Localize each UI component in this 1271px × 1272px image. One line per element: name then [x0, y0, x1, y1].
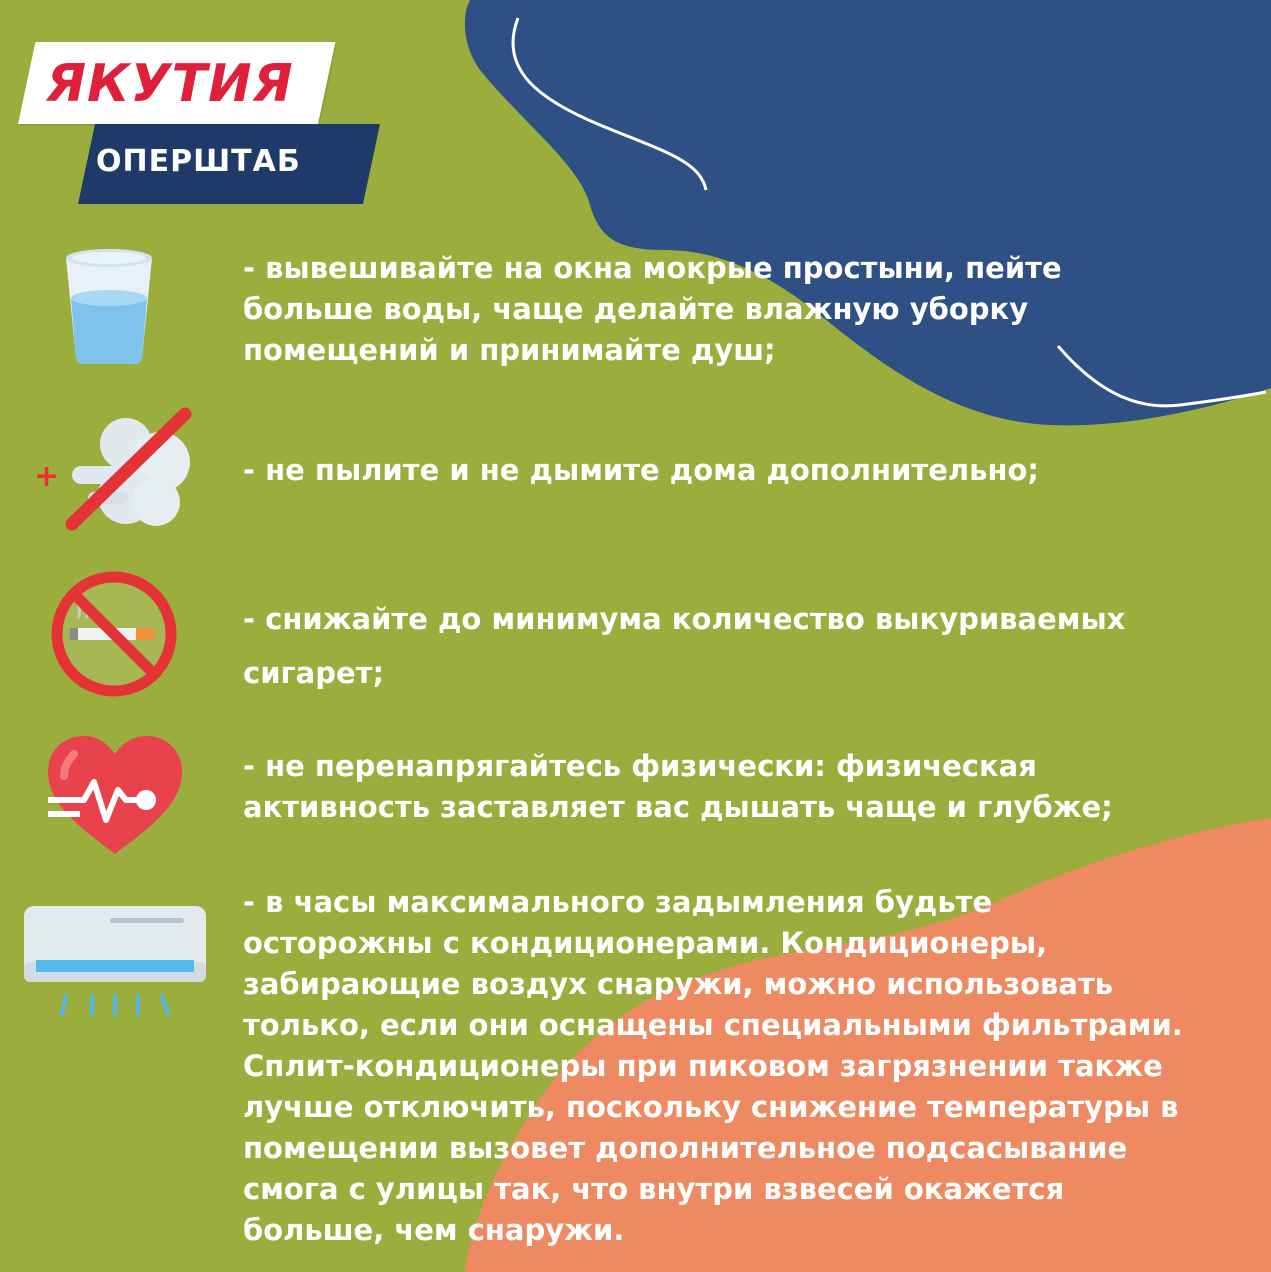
heart-pulse-icon [44, 734, 186, 856]
advice-item-dust [243, 450, 1039, 491]
advice-line: Сплит-кондиционеры при пиковом загрязнении также [243, 1049, 1163, 1083]
advice-line: забирающие воздух снаружи, можно использовать [243, 967, 1114, 1001]
advice-line: только, если они оснащены специальными фильтрами. [243, 1008, 1183, 1042]
air-conditioner-icon [22, 904, 208, 1018]
svg-text:+: + [34, 459, 60, 494]
advice-item-air-conditioner [243, 882, 1183, 1251]
advice-line: - в часы максимального задымления будьте [243, 885, 993, 919]
advice-item-water [243, 248, 1062, 371]
logo-title: ЯКУТИЯ [46, 54, 294, 114]
advice-item-exercise [243, 746, 1113, 828]
advice-line: больше воды, чаще делайте влажную уборку [243, 292, 1029, 326]
logo-subtitle: ОПЕРШТАБ [96, 144, 301, 179]
no-smoking-icon [48, 568, 180, 700]
advice-item-smoking [243, 592, 1125, 700]
advice-line: больше, чем снаружи. [243, 1213, 625, 1247]
advice-line: активность заставляет вас дышать чаще и глубже; [243, 790, 1113, 824]
no-dust-cloud-icon [30, 404, 195, 532]
logo [18, 38, 368, 208]
water-glass-icon [62, 248, 156, 366]
advice-line: лучше отключить, поскольку снижение температуры в [243, 1090, 1179, 1124]
advice-line: помещении вызовет дополнительное подсасывание [243, 1131, 1128, 1165]
advice-line: - вывешивайте на окна мокрые простыни, пейте [243, 251, 1062, 285]
advice-line: помещений и принимайте душ; [243, 333, 776, 367]
advice-line: сигарет; [243, 656, 385, 690]
advice-line: - не перенапрягайтесь физически: физическая [243, 749, 1037, 783]
advice-line: - не пылите и не дымите дома дополнительно; [243, 453, 1040, 487]
advice-line: смога с улицы так, что внутри взвесей окажется [243, 1172, 1065, 1206]
advice-line: - снижайте до минимума количество выкуриваемых [243, 602, 1126, 636]
advice-line: осторожны с кондиционерами. Кондиционеры, [243, 926, 1048, 960]
